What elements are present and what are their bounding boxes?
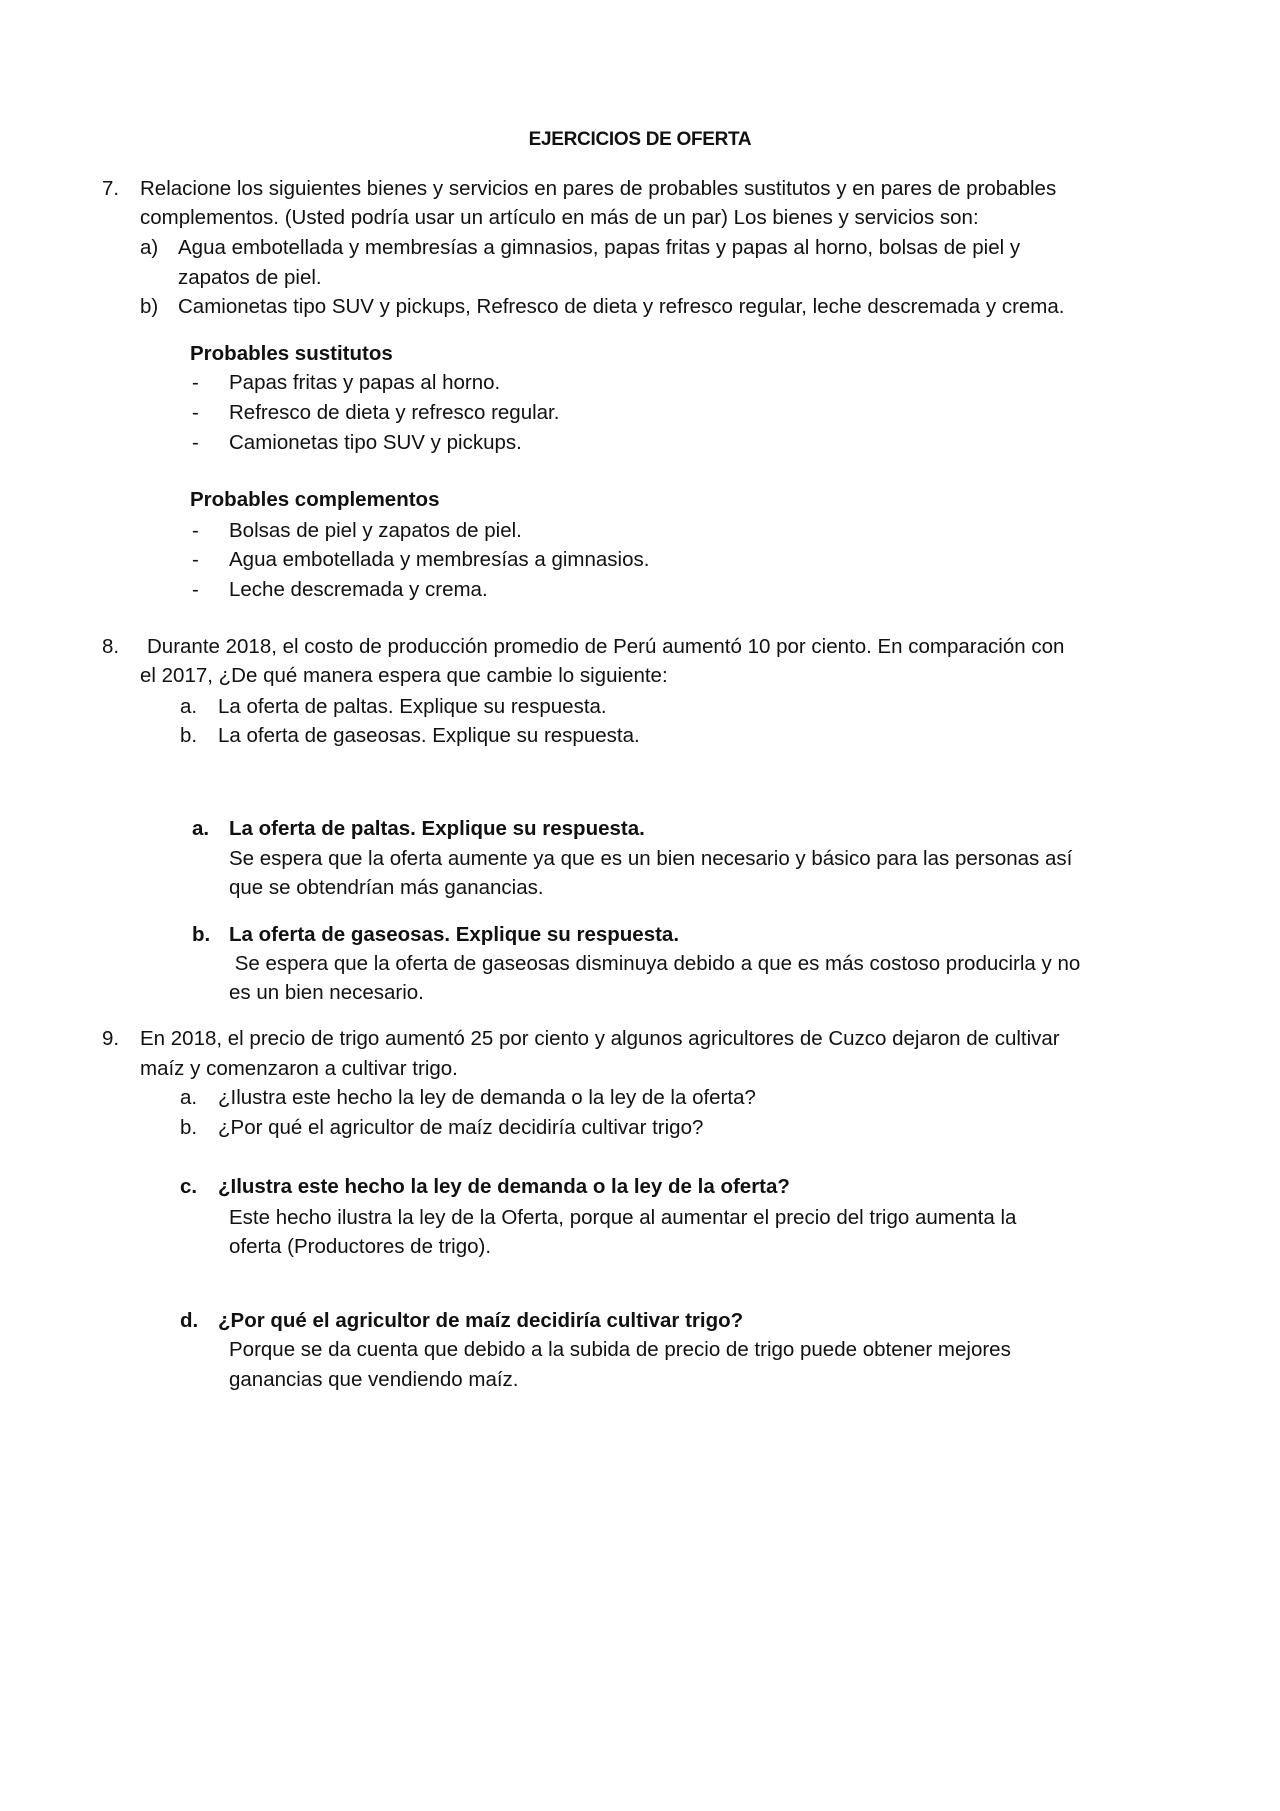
answer-text: Este hecho ilustra la ley de la Oferta, porque al aumentar el precio del trigo aumenta la [229,1206,1017,1229]
item-text: La oferta de paltas. Explique su respuesta. [218,695,607,718]
sustitutos-heading: Probables sustitutos [190,342,393,365]
question-text: Relacione los siguientes bienes y servicios en pares de probables sustitutos y en pares de probables [140,177,1057,200]
question-number: 9. [102,1027,120,1050]
question-number: 7. [102,177,120,200]
item-label: a. [180,1086,198,1109]
item-text: zapatos de piel. [178,266,322,289]
list-item: Agua embotellada y membresías a gimnasios. [229,548,650,571]
item-text: ¿Ilustra este hecho la ley de demanda o la ley de la oferta? [218,1086,756,1109]
question-text: el 2017, ¿De qué manera espera que cambie lo siguiente: [140,664,668,687]
dash-bullet: - [192,431,199,454]
answer-text: que se obtendrían más ganancias. [229,876,544,899]
dash-bullet: - [192,578,199,601]
item-label: b) [140,295,159,318]
answer-heading: La oferta de gaseosas. Explique su respuesta. [229,923,680,946]
complementos-heading: Probables complementos [190,488,440,511]
page-title: EJERCICIOS DE OFERTA [528,129,752,150]
answer-heading: ¿Por qué el agricultor de maíz decidiría cultivar trigo? [218,1309,744,1332]
item-label: b. [180,724,198,747]
answer-heading: ¿Ilustra este hecho la ley de demanda o la ley de la oferta? [218,1175,790,1198]
answer-text: ganancias que vendiendo maíz. [229,1368,519,1391]
item-label: a) [140,236,159,259]
answer-text: Se espera que la oferta aumente ya que es un bien necesario y básico para las personas así [229,847,1073,870]
list-item: Camionetas tipo SUV y pickups. [229,431,522,454]
answer-label: b. [192,923,211,946]
list-item: Leche descremada y crema. [229,578,488,601]
answer-label: a. [192,817,210,840]
list-item: Papas fritas y papas al horno. [229,371,501,394]
dash-bullet: - [192,548,199,571]
dash-bullet: - [192,401,199,424]
item-text: La oferta de gaseosas. Explique su respuesta. [218,724,640,747]
answer-heading: La oferta de paltas. Explique su respuesta. [229,817,645,840]
item-text: ¿Por qué el agricultor de maíz decidiría cultivar trigo? [218,1116,704,1139]
answer-text: oferta (Productores de trigo). [229,1235,492,1258]
item-label: a. [180,695,198,718]
question-text: complementos. (Usted podría usar un artículo en más de un par) Los bienes y servicios son: [140,206,979,229]
answer-text: Porque se da cuenta que debido a la subida de precio de trigo puede obtener mejores [229,1338,1011,1361]
answer-text: Se espera que la oferta de gaseosas disminuya debido a que es más costoso producirla y no [229,952,1081,975]
question-text: En 2018, el precio de trigo aumentó 25 por ciento y algunos agricultores de Cuzco dejaron de cultivar [140,1027,1060,1050]
answer-label: c. [180,1175,198,1198]
item-label: b. [180,1116,198,1139]
answer-text: es un bien necesario. [229,981,424,1004]
question-text: maíz y comenzaron a cultivar trigo. [140,1057,458,1080]
item-text: Camionetas tipo SUV y pickups, Refresco de dieta y refresco regular, leche descremada y crema. [178,295,1065,318]
item-text: Agua embotellada y membresías a gimnasios, papas fritas y papas al horno, bolsas de piel y [178,236,1021,259]
list-item: Refresco de dieta y refresco regular. [229,401,560,424]
dash-bullet: - [192,371,199,394]
list-item: Bolsas de piel y zapatos de piel. [229,519,522,542]
question-text: Durante 2018, el costo de producción promedio de Perú aumentó 10 por ciento. En comparación con [147,635,1065,658]
dash-bullet: - [192,519,199,542]
answer-label: d. [180,1309,199,1332]
question-number: 8. [102,635,120,658]
